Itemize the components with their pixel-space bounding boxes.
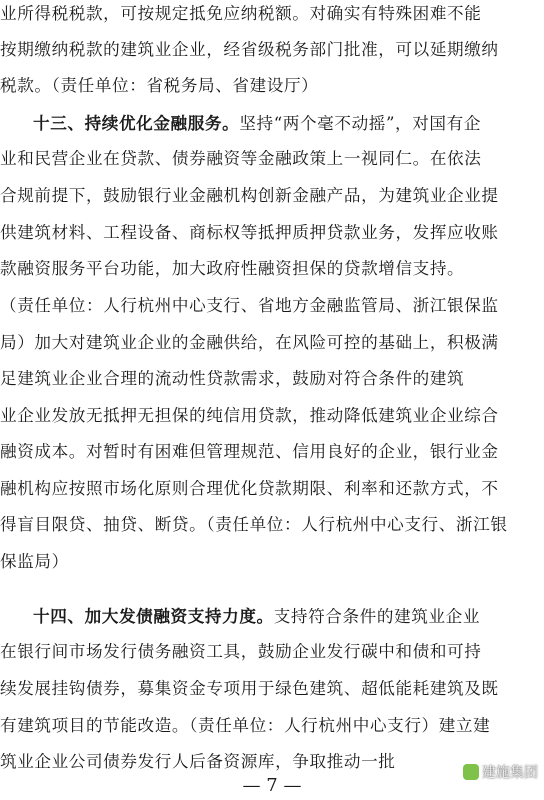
text-line: 融机构应按照市场化原则合理优化贷款期限、利率和还款方式，不 <box>0 479 499 498</box>
text-line: 融资成本。对暂时有困难但管理规范、信用良好的企业，银行业金 <box>0 442 499 461</box>
text-span: 坚持“两个毫不动摇”，对国有企 <box>239 114 482 133</box>
text-line: 合规前提下，鼓励银行业金融机构创新金融产品，为建筑业企业提 <box>0 186 499 205</box>
text-line: 续发展挂钩债券，募集资金专项用于绿色建筑、超低能耗建筑及既 <box>0 679 499 698</box>
section-13-first-line <box>0 113 544 133</box>
text-line: 税款。（责任单位：省税务局、省建设厅） <box>0 76 319 95</box>
text-line: 有建筑项目的节能改造。（责任单位：人行杭州中心支行）建立建 <box>0 716 491 735</box>
text-line: 保监局） <box>0 552 69 571</box>
text-line: 业和民营企业在贷款、债券融资等金融政策上一视同仁。在依法 <box>0 149 482 168</box>
text-line: 业所得税税款，可按规定抵免应纳税额。对确实有特殊困难不能 <box>0 4 482 23</box>
text-line: 业企业发放无抵押无担保的纯信用贷款，推动降低建筑业企业综合 <box>0 406 499 425</box>
text-line: 足建筑业企业合理的流动性贷款需求，鼓励对符合条件的建筑 <box>0 369 465 388</box>
watermark-text: 建施集团 <box>482 765 538 781</box>
text-line: 款融资服务平台功能，加大政府性融资担保的贷款增信支持。 <box>0 259 465 278</box>
text-line: （责任单位：人行杭州中心支行、省地方金融监管局、浙江银保监 <box>0 296 499 315</box>
text-line: 在银行间市场发行债务融资工具，鼓励企业发行碳中和债和可持 <box>0 642 482 661</box>
text-line: 供建筑材料、工程设备、商标权等抵押质押贷款业务，发挥应收账 <box>0 223 499 242</box>
text-line: 按期缴纳税款的建筑业企业，经省级税务部门批准，可以延期缴纳 <box>0 40 499 59</box>
section-13-heading: 十三、持续优化金融服务。 <box>33 113 240 133</box>
section-14-first-line <box>0 606 544 626</box>
text-line: 局）加大对建筑业企业的金融供给，在风险可控的基础上，积极满 <box>0 333 499 352</box>
text-line: 得盲目限贷、抽贷、断贷。（责任单位：人行杭州中心支行、浙江银 <box>0 515 508 534</box>
page-number: — 7 — <box>242 775 302 796</box>
text-line: 筑业企业公司债券发行人后备资源库，争取推动一批 <box>0 752 396 771</box>
section-14-heading: 十四、加大发债融资支持力度。 <box>33 606 274 626</box>
text-span: 支持符合条件的建筑业企业 <box>273 607 481 626</box>
